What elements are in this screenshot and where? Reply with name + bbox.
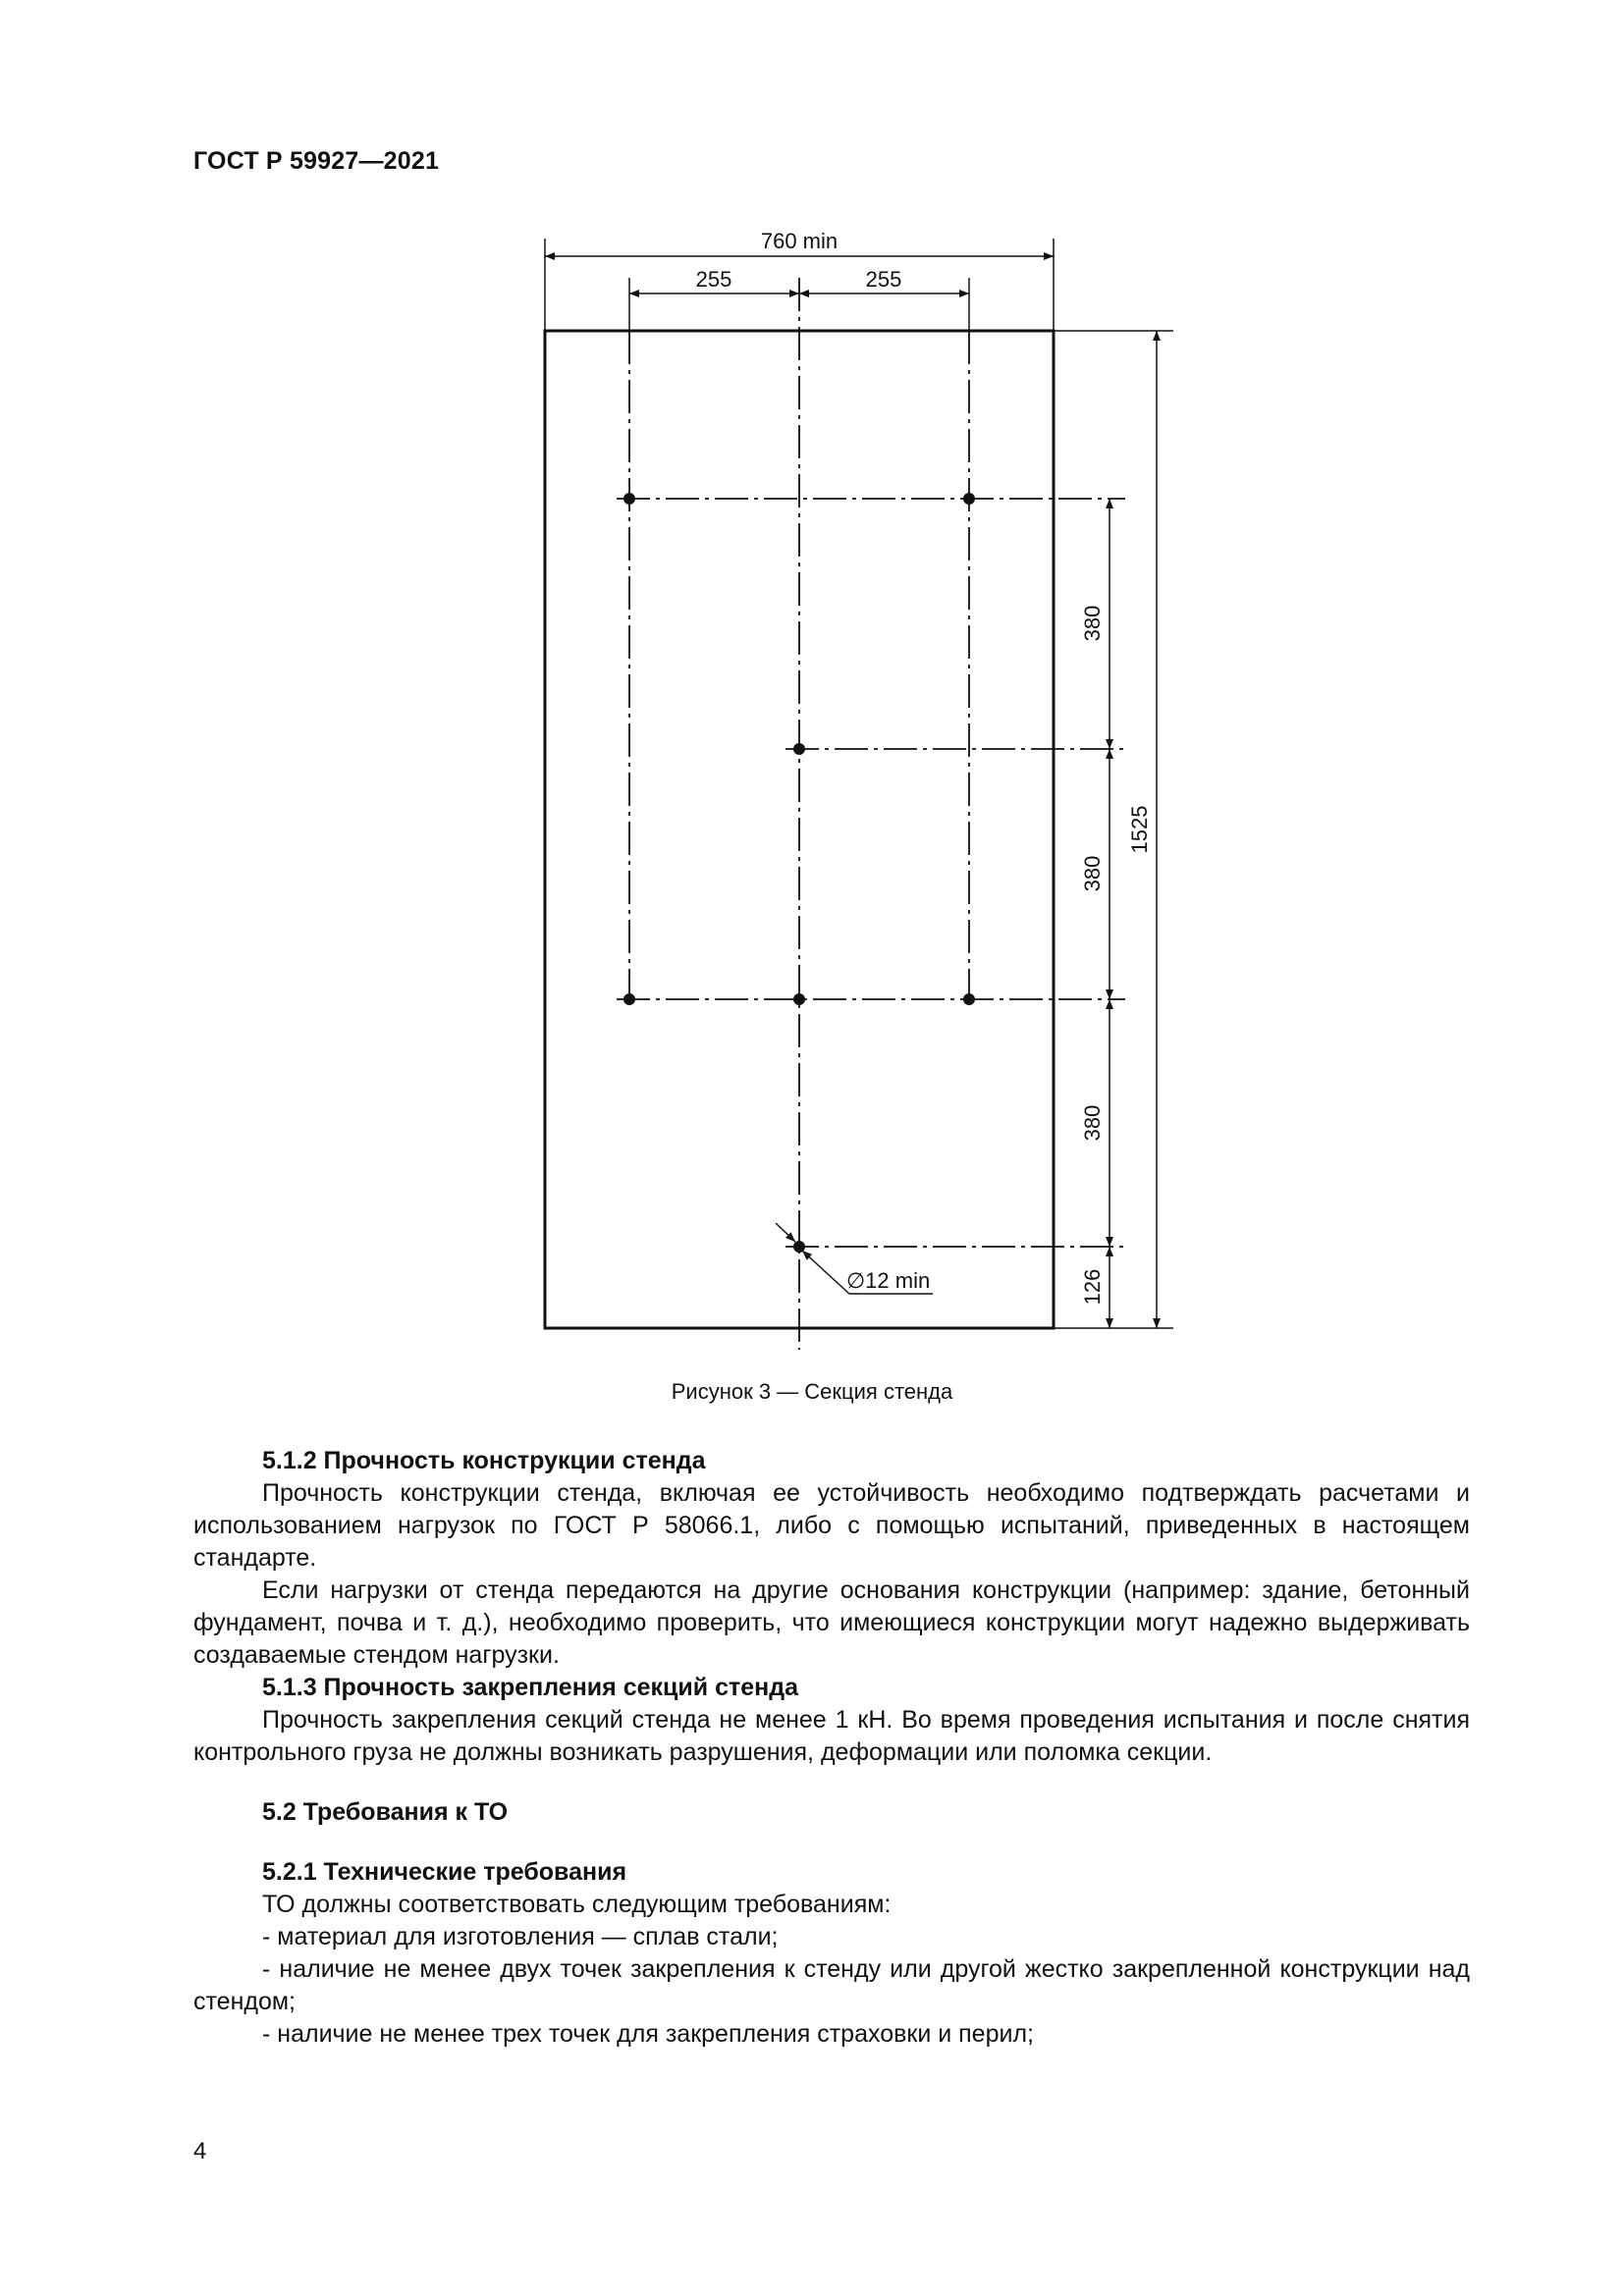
label-bottom-offset: 126 <box>1080 1268 1105 1306</box>
mount-hole <box>623 493 635 505</box>
list-item: - наличие не менее трех точек для закрепления страховки и перил; <box>262 2020 1034 2048</box>
label-right-span: 255 <box>865 267 902 292</box>
paragraph: Если нагрузки от стенда передаются на другие основания конструкции (например: здание, бетонный фундамент, почва и т. д.), необходимо проверить, что имеющиеся конструкции могут надежно выдерживать создаваемые стендом нагрузки. <box>193 1576 1470 1669</box>
heading-5-1-3: 5.1.3 Прочность закрепления секций стенда <box>262 1674 798 1701</box>
hole-leader <box>802 1251 849 1294</box>
label-left-span: 255 <box>695 267 732 292</box>
mount-hole <box>623 993 635 1005</box>
mount-hole <box>793 743 805 755</box>
paragraph: ТО должны соответствовать следующим требованиям: <box>262 1891 892 1918</box>
mount-hole <box>963 993 975 1005</box>
label-span-3: 380 <box>1080 1104 1105 1142</box>
label-total-height: 1525 <box>1127 805 1152 854</box>
label-hole-diameter: ∅12 min <box>846 1268 931 1293</box>
label-span-2: 380 <box>1080 855 1105 892</box>
heading-5-2: 5.2 Требования к ТО <box>262 1798 509 1826</box>
paragraph: Прочность конструкции стенда, включая ее устойчивость необходимо подтверждать расчетами и использованием нагрузок по ГОСТ Р 58066.1, либо с помощью испытаний, приведенных в настоящем стандарте. <box>193 1479 1470 1572</box>
label-total-width: 760 min <box>760 229 839 253</box>
list-item: - наличие не менее двух точек закрепления к стенду или другой жестко закрепленной конструкции над стендом; <box>193 1955 1470 2015</box>
mount-hole <box>963 493 975 505</box>
mount-hole <box>793 1241 805 1253</box>
heading-5-2-1: 5.2.1 Технические требования <box>262 1858 627 1886</box>
figure-caption: Рисунок 3 — Секция стенда <box>671 1379 953 1404</box>
page-number: 4 <box>193 2138 207 2164</box>
paragraph: Прочность закрепления секций стенда не менее 1 кН. Во время проведения испытания и после снятия контрольного груза не должны возникать разрушения, деформации или поломка секции. <box>193 1706 1470 1766</box>
document-code: ГОСТ Р 59927—2021 <box>193 147 440 175</box>
mount-hole <box>793 993 805 1005</box>
heading-5-1-2: 5.1.2 Прочность конструкции стенда <box>262 1447 706 1474</box>
list-item: - материал для изготовления — сплав стали; <box>262 1923 779 1950</box>
label-span-1: 380 <box>1080 605 1105 642</box>
document-body <box>193 1445 1470 2051</box>
